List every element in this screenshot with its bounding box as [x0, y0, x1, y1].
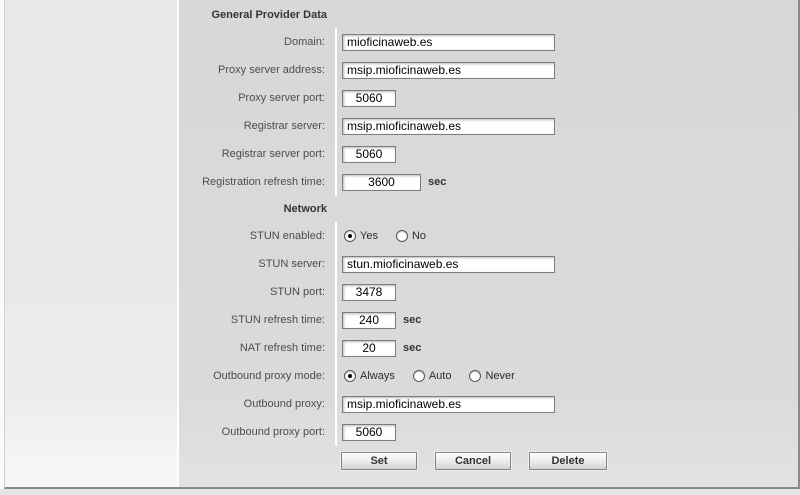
- form-row-domain: [179, 28, 798, 56]
- stun-server-input[interactable]: [342, 256, 555, 273]
- outbound-proxy-input[interactable]: [342, 396, 555, 413]
- form-row-stun-enabled: [179, 222, 798, 250]
- outbound-proxy-mode-never-radio[interactable]: [469, 370, 481, 382]
- registration-refresh-time-input[interactable]: [342, 174, 421, 191]
- proxy-server-port-input[interactable]: [342, 90, 396, 107]
- delete-button[interactable]: Delete: [529, 452, 607, 470]
- field-label: Domain:: [179, 28, 337, 56]
- proxy-server-address-input[interactable]: [342, 62, 555, 79]
- radio-option-label[interactable]: Yes: [360, 230, 378, 242]
- form-row-stun-refresh-time: [179, 306, 798, 334]
- section-heading-general-provider-data: General Provider Data: [211, 9, 327, 21]
- form-row-proxy-server-port: [179, 84, 798, 112]
- section-heading-row: [179, 2, 798, 28]
- radio-option-label[interactable]: No: [411, 230, 427, 242]
- form-row-outbound-proxy-port: [179, 418, 798, 446]
- button-row: [179, 452, 798, 470]
- registrar-server-port-input[interactable]: [342, 146, 396, 163]
- radio-option-label[interactable]: Always: [360, 370, 395, 382]
- nat-refresh-time-input[interactable]: [342, 340, 396, 357]
- field-label: Outbound proxy mode:: [179, 362, 337, 390]
- form-row-registration-refresh-time: [179, 168, 798, 196]
- field-label: Outbound proxy:: [179, 390, 337, 418]
- seconds-unit-label: sec: [428, 176, 447, 188]
- cancel-button[interactable]: Cancel: [435, 452, 511, 470]
- sidebar: [5, 0, 179, 487]
- field-label: Registrar server port:: [179, 140, 337, 168]
- bottom-strip: [0, 489, 800, 495]
- registrar-server-input[interactable]: [342, 118, 555, 135]
- form-row-nat-refresh-time: [179, 334, 798, 362]
- stun-refresh-time-input[interactable]: [342, 312, 396, 329]
- provider-form: [179, 0, 798, 487]
- stun-port-input[interactable]: [342, 284, 396, 301]
- outbound-proxy-mode-always-radio[interactable]: [344, 370, 356, 382]
- stun-enabled-no-radio[interactable]: [396, 230, 408, 242]
- form-row-stun-port: [179, 278, 798, 306]
- form-row-outbound-proxy: [179, 390, 798, 418]
- outbound-proxy-mode-auto-radio[interactable]: [413, 370, 425, 382]
- form-row-outbound-proxy-mode: [179, 362, 798, 390]
- domain-input[interactable]: [342, 34, 555, 51]
- radio-option-label[interactable]: Never: [485, 370, 515, 382]
- form-row-registrar-server: [179, 112, 798, 140]
- field-label: Proxy server address:: [179, 56, 337, 84]
- form-row-registrar-server-port: [179, 140, 798, 168]
- outbound-proxy-port-input[interactable]: [342, 424, 396, 441]
- radio-option-label[interactable]: Auto: [428, 370, 452, 382]
- field-label: STUN port:: [179, 278, 337, 306]
- section-heading-row: [179, 196, 798, 222]
- form-row-proxy-server-address: [179, 56, 798, 84]
- seconds-unit-label: sec: [403, 342, 422, 354]
- field-label: NAT refresh time:: [179, 334, 337, 362]
- field-label: Proxy server port:: [179, 84, 337, 112]
- set-button[interactable]: Set: [341, 452, 417, 470]
- field-label: Registrar server:: [179, 112, 337, 140]
- field-label: STUN server:: [179, 250, 337, 278]
- outbound-proxy-mode-radio-group: [337, 370, 531, 382]
- stun-enabled-yes-radio[interactable]: [344, 230, 356, 242]
- section-heading-network: Network: [283, 203, 327, 215]
- form-row-stun-server: [179, 250, 798, 278]
- field-label: Outbound proxy port:: [179, 418, 337, 446]
- content-panel: [4, 0, 800, 489]
- stun-enabled-radio-group: [337, 230, 442, 242]
- seconds-unit-label: sec: [403, 314, 422, 326]
- field-label: STUN refresh time:: [179, 306, 337, 334]
- field-label: STUN enabled:: [179, 222, 337, 250]
- field-label: Registration refresh time:: [179, 168, 337, 196]
